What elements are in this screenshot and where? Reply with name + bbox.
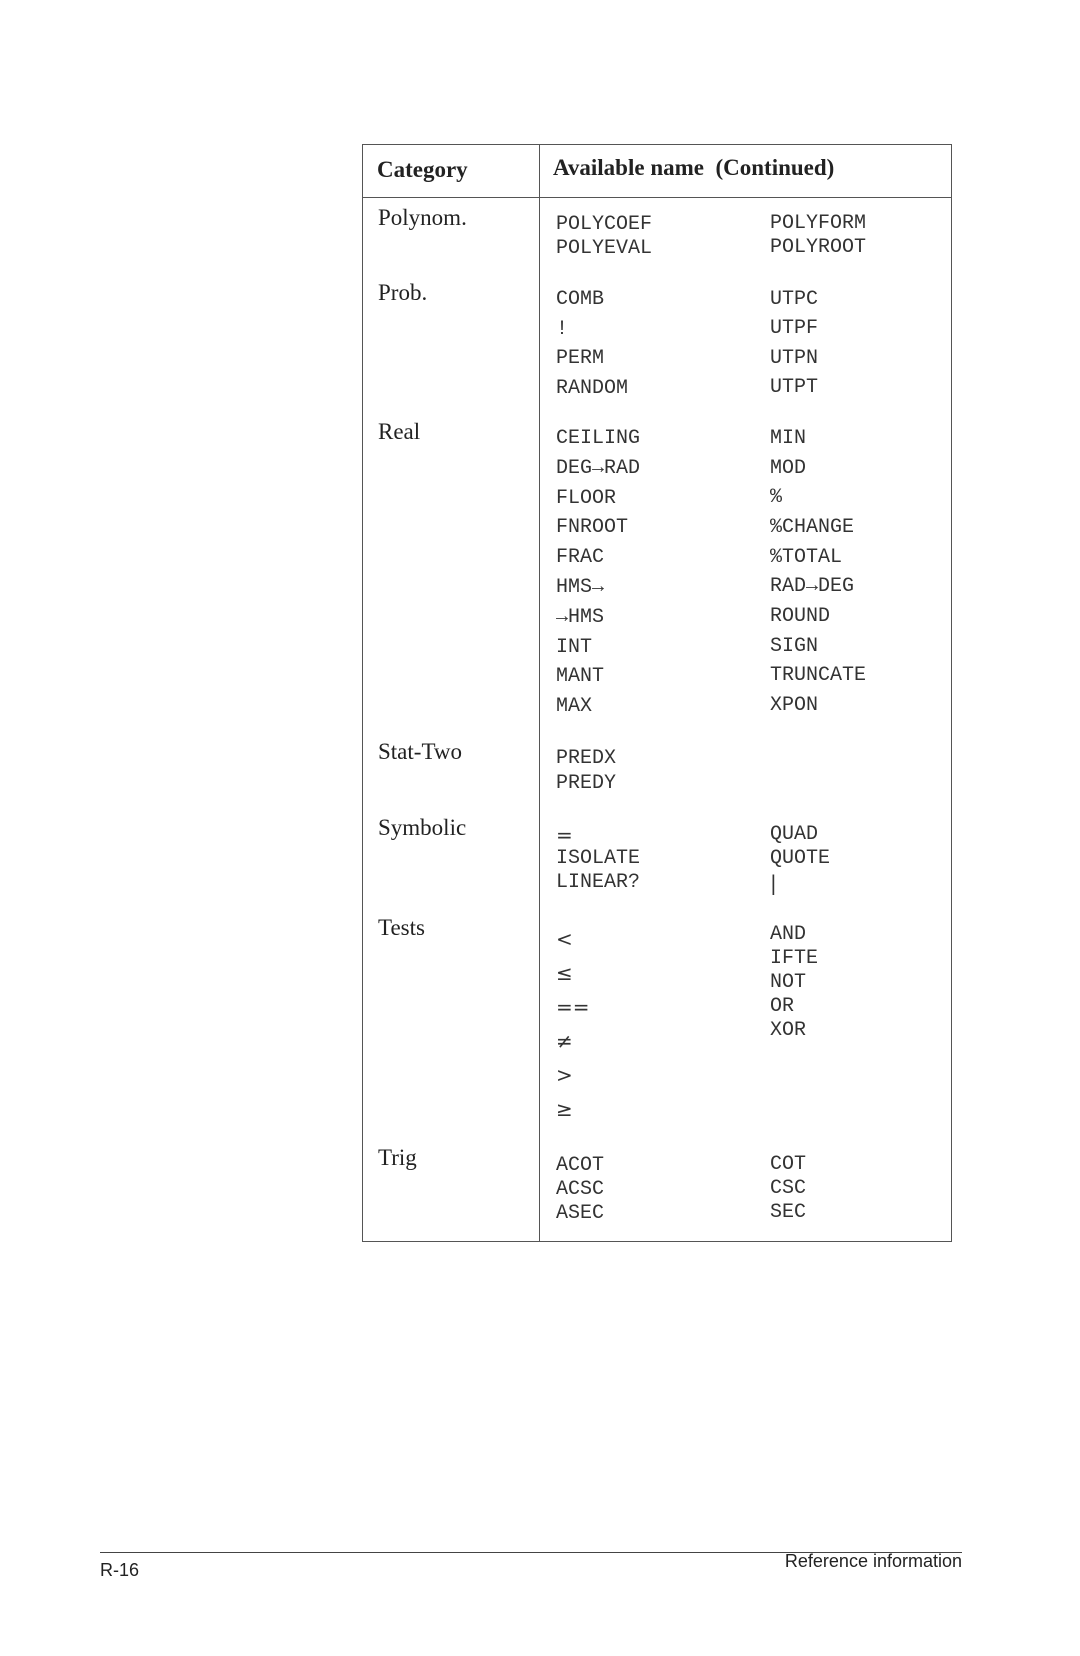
name-double-equals: == bbox=[556, 995, 590, 1019]
name-frac: FRAC bbox=[556, 546, 605, 569]
category-polynom: Polynom. bbox=[378, 205, 467, 230]
name-quad: QUAD bbox=[770, 823, 819, 846]
name-ifte: IFTE bbox=[770, 947, 819, 970]
name-mant: MANT bbox=[556, 665, 605, 688]
name-deg-to-rad: DEG→RAD bbox=[556, 457, 641, 480]
name-min: MIN bbox=[770, 427, 807, 450]
reference-table bbox=[362, 144, 952, 1242]
name-isolate: ISOLATE bbox=[556, 847, 641, 870]
name-predx: PREDX bbox=[556, 747, 617, 770]
name-max: MAX bbox=[556, 695, 593, 718]
name-comb: COMB bbox=[556, 288, 605, 311]
category-stat-two: Stat-Two bbox=[378, 739, 462, 764]
name-perm: PERM bbox=[556, 347, 605, 370]
name-utpn: UTPN bbox=[770, 347, 819, 370]
name-not-equal: ≠ bbox=[556, 1029, 573, 1053]
name-percent: % bbox=[770, 486, 783, 509]
name-utpc: UTPC bbox=[770, 288, 819, 311]
name-round: ROUND bbox=[770, 605, 831, 628]
name-less-than: < bbox=[556, 927, 573, 951]
name-where: | bbox=[770, 871, 777, 895]
name-equals: = bbox=[556, 823, 573, 847]
name-or: OR bbox=[770, 995, 795, 1018]
name-asec: ASEC bbox=[556, 1202, 605, 1225]
category-trig: Trig bbox=[378, 1145, 417, 1170]
name-factorial: ! bbox=[556, 318, 569, 341]
header-divider bbox=[363, 197, 951, 198]
name-xpon: XPON bbox=[770, 694, 819, 717]
name-acsc: ACSC bbox=[556, 1178, 605, 1201]
name-greater-than: > bbox=[556, 1063, 573, 1087]
name-polyroot: POLYROOT bbox=[770, 236, 867, 259]
name-truncate: TRUNCATE bbox=[770, 664, 867, 687]
name-less-equal: ≤ bbox=[556, 961, 573, 985]
name-ceiling: CEILING bbox=[556, 427, 641, 450]
name-not: NOT bbox=[770, 971, 807, 994]
name-utpt: UTPT bbox=[770, 376, 819, 399]
category-tests: Tests bbox=[378, 915, 425, 940]
name-and: AND bbox=[770, 923, 807, 946]
name-acot: ACOT bbox=[556, 1154, 605, 1177]
name-utpf: UTPF bbox=[770, 317, 819, 340]
name-to-hms: →HMS bbox=[556, 606, 605, 629]
name-floor: FLOOR bbox=[556, 487, 617, 510]
section-title: Reference information bbox=[784, 1551, 962, 1571]
name-int: INT bbox=[556, 636, 593, 659]
name-fnroot: FNROOT bbox=[556, 516, 629, 539]
name-cot: COT bbox=[770, 1153, 807, 1176]
header-available-name: Available name (Continued) bbox=[553, 155, 835, 180]
name-percent-total: %TOTAL bbox=[770, 546, 843, 569]
category-real: Real bbox=[378, 419, 421, 444]
page-number: R-16 bbox=[100, 1560, 140, 1580]
name-greater-equal: ≥ bbox=[556, 1097, 573, 1121]
name-hms-from: HMS→ bbox=[556, 576, 605, 599]
column-divider bbox=[539, 145, 540, 1241]
name-polyform: POLYFORM bbox=[770, 212, 867, 235]
header-category: Category bbox=[377, 157, 468, 182]
name-random: RANDOM bbox=[556, 377, 629, 400]
name-mod: MOD bbox=[770, 457, 807, 480]
name-csc: CSC bbox=[770, 1177, 807, 1200]
category-symbolic: Symbolic bbox=[378, 815, 467, 840]
name-rad-to-deg: RAD→DEG bbox=[770, 575, 855, 598]
name-polyeval: POLYEVAL bbox=[556, 237, 653, 260]
name-linear: LINEAR? bbox=[556, 871, 641, 894]
name-polycoef: POLYCOEF bbox=[556, 213, 653, 236]
category-prob: Prob. bbox=[378, 280, 428, 305]
name-xor: XOR bbox=[770, 1019, 807, 1042]
name-sec: SEC bbox=[770, 1201, 807, 1224]
name-predy: PREDY bbox=[556, 772, 617, 795]
name-percent-change: %CHANGE bbox=[770, 516, 855, 539]
name-sign: SIGN bbox=[770, 635, 819, 658]
name-quote: QUOTE bbox=[770, 847, 831, 870]
